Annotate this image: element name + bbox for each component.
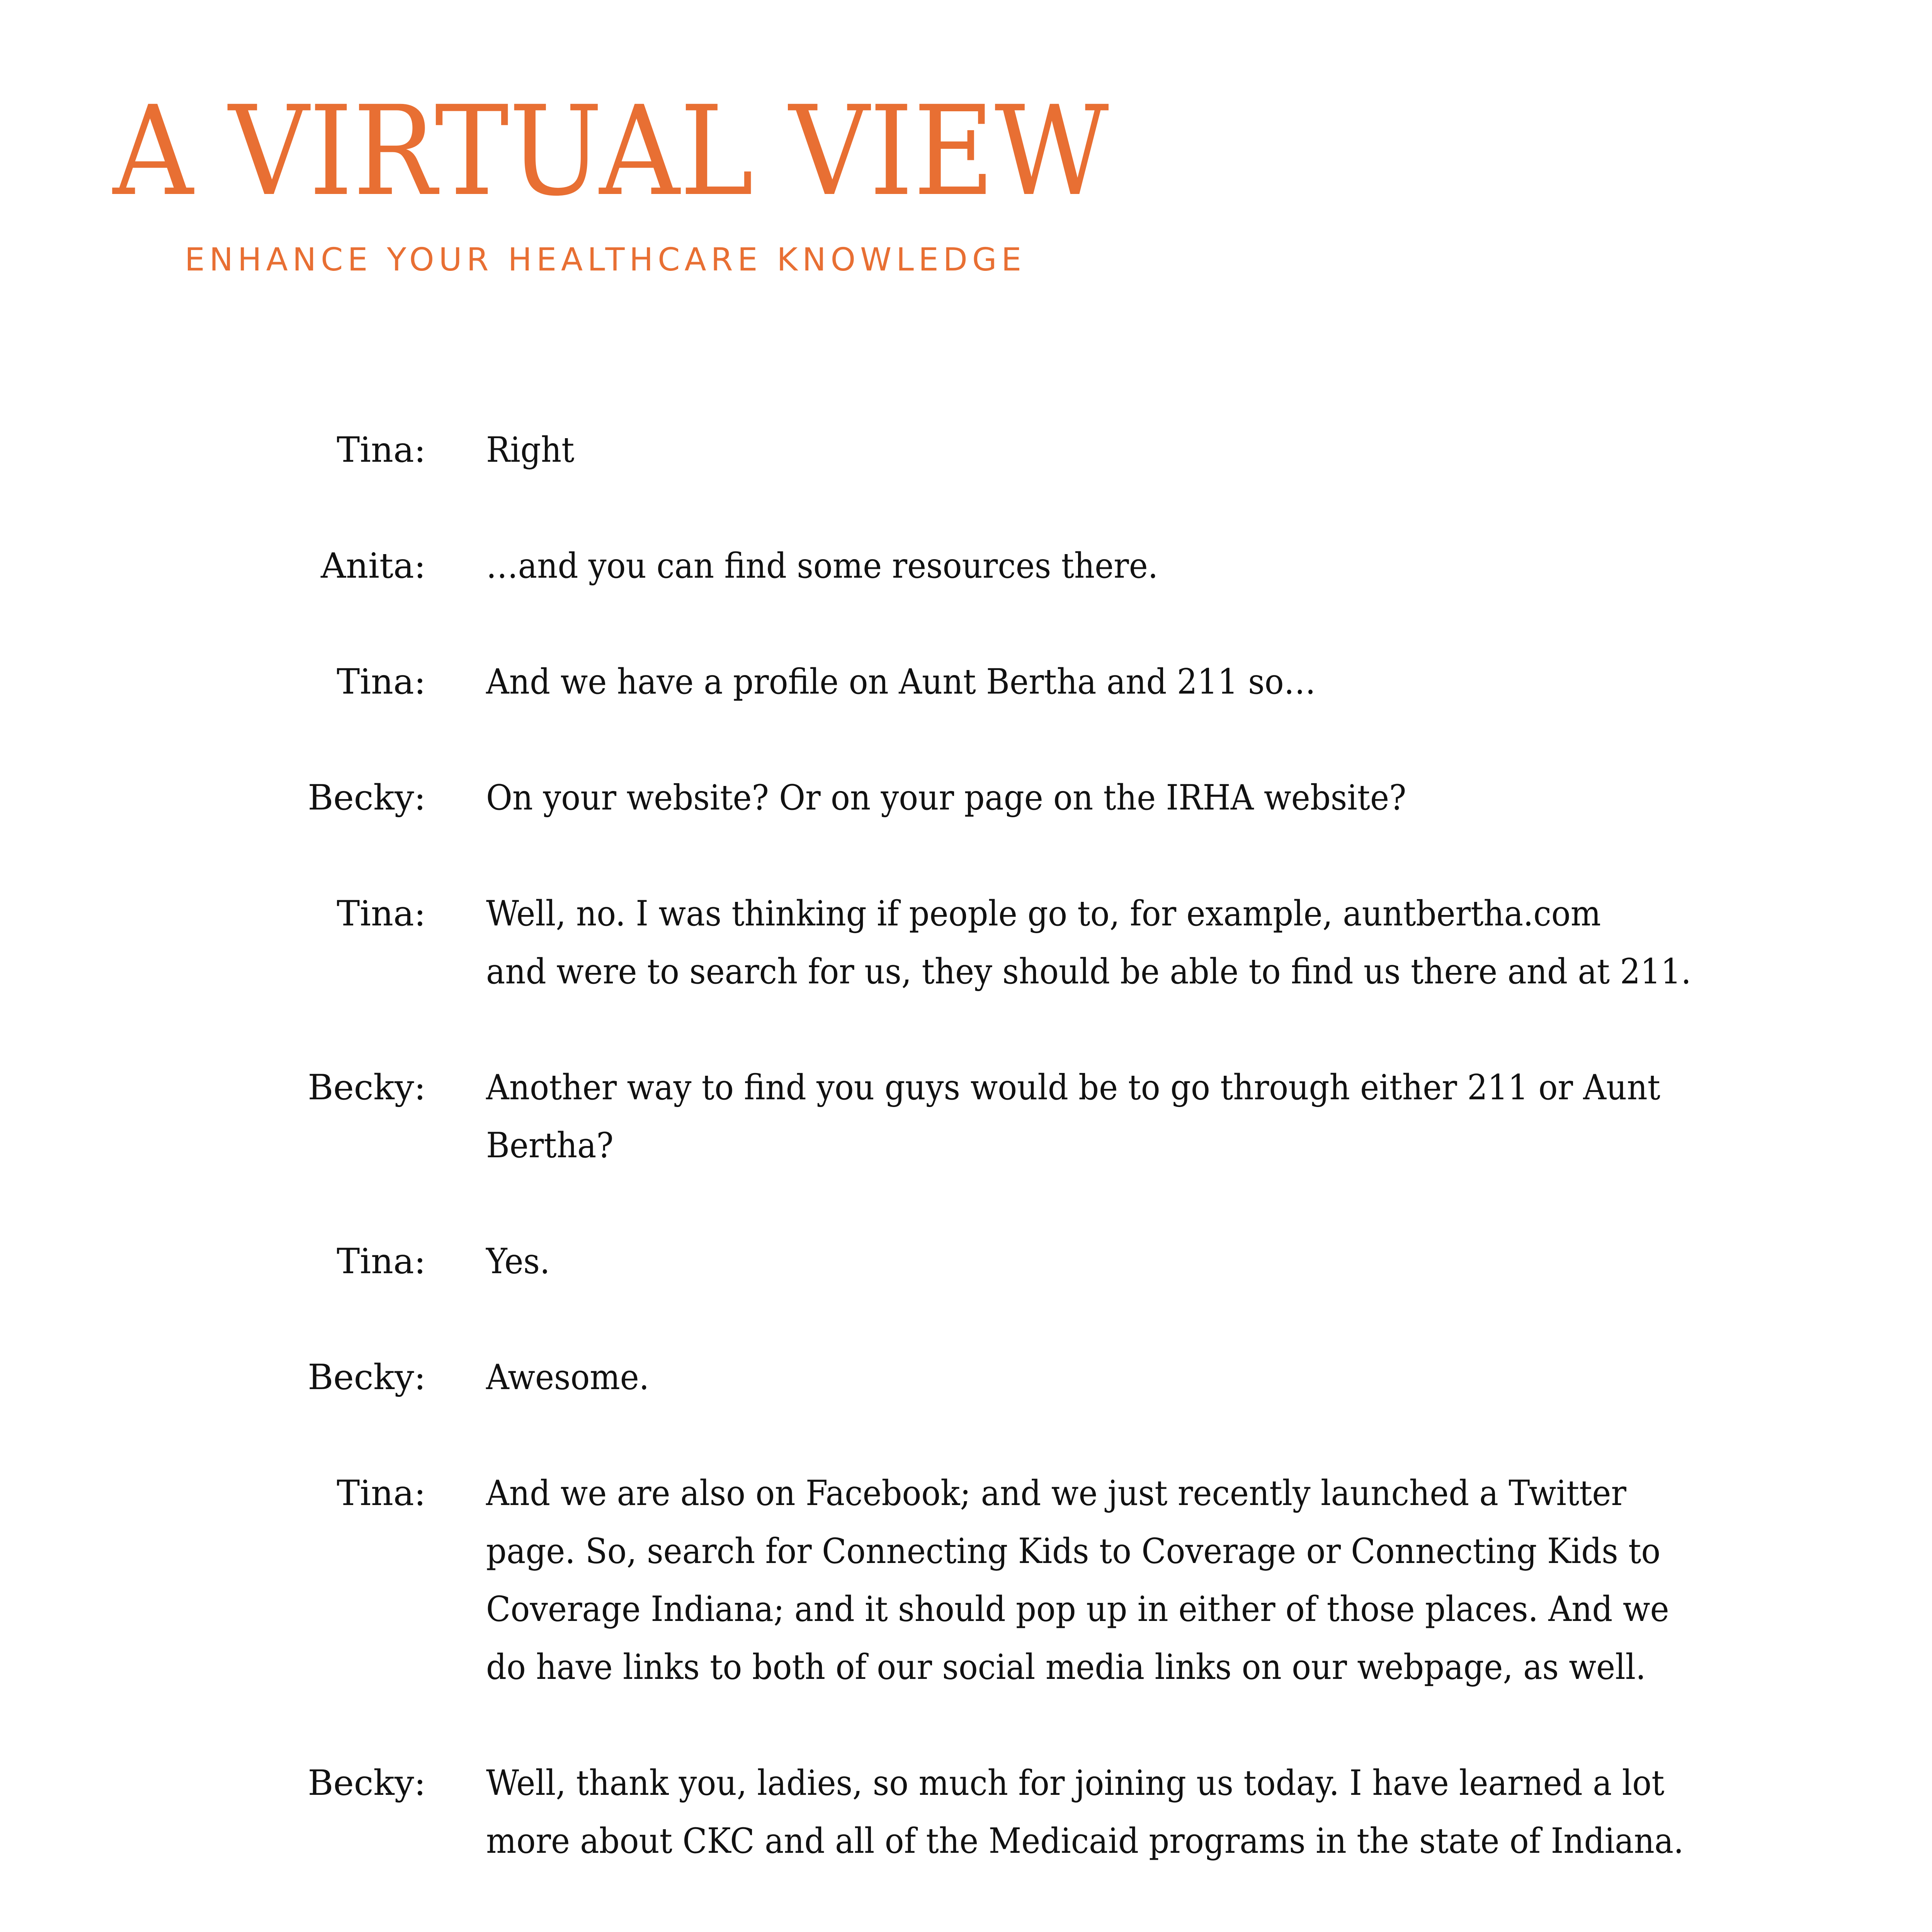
- speech-line: [486, 1928, 1639, 1932]
- speech-text: [486, 537, 1158, 595]
- speech-line: On your website? Or on your page on the IRHA website?: [486, 777, 1406, 818]
- speaker-name: Becky:: [308, 1357, 426, 1398]
- speaker-name: Anita:: [321, 546, 426, 586]
- speech-line: Another way to find you guys would be to go through either 211 or Aunt: [486, 1067, 1660, 1108]
- speech-text: [486, 1464, 1669, 1696]
- speech-line: do have links to both of our social media links on our webpage, as well.: [486, 1647, 1646, 1687]
- speech-line: …and you can find some resources there.: [486, 546, 1158, 586]
- speech-text: [486, 1754, 1684, 1870]
- speech-text: [486, 421, 574, 479]
- speaker-name: Tina:: [337, 662, 426, 702]
- speech-line: And we are also on Facebook; and we just recently launched a Twitter: [486, 1473, 1626, 1514]
- speaker-name: [308, 1928, 426, 1932]
- speech-line: Right: [486, 430, 575, 470]
- speech-text: [486, 769, 1406, 827]
- speech-text: [486, 1349, 649, 1406]
- speech-line: Coverage Indiana; and it should pop up in either of those places. And we: [486, 1589, 1669, 1629]
- page-subtitle: ENHANCE YOUR HEALTHCARE KNOWLEDGE: [185, 242, 1026, 278]
- speech-line: page. So, search for Connecting Kids to Coverage or Connecting Kids to: [486, 1531, 1661, 1571]
- speaker-name: Becky:: [308, 1763, 426, 1803]
- speech-line: Bertha?: [486, 1125, 614, 1166]
- speech-line: Well, thank you, ladies, so much for joining us today. I have learned a lot: [486, 1763, 1665, 1803]
- speech-line: Well, no. I was thinking if people go to, for example, auntbertha.com: [486, 893, 1601, 934]
- speech-line: and were to search for us, they should be able to find us there and at 211.: [486, 951, 1691, 992]
- page-title: A VIRTUAL VIEW: [113, 80, 1109, 223]
- speech-line: more about CKC and all of the Medicaid programs in the state of Indiana.: [486, 1821, 1684, 1861]
- speech-text: [486, 653, 1316, 711]
- speech-line: And we have a profile on Aunt Bertha and 211 so…: [486, 662, 1316, 702]
- speech-line: Awesome.: [486, 1357, 650, 1398]
- speech-text: [486, 1059, 1660, 1175]
- speech-text: [486, 885, 1691, 1001]
- speaker-name: Tina:: [337, 1241, 426, 1282]
- speaker-name: Tina:: [337, 430, 426, 470]
- speaker-name: Tina:: [337, 893, 426, 934]
- speech-text: [486, 1928, 1639, 1932]
- speech-line: Yes.: [486, 1241, 550, 1282]
- speaker-name: Becky:: [308, 1067, 426, 1108]
- speaker-name: Becky:: [308, 777, 426, 818]
- speech-text: [486, 1233, 550, 1291]
- speaker-name: Tina:: [337, 1473, 426, 1514]
